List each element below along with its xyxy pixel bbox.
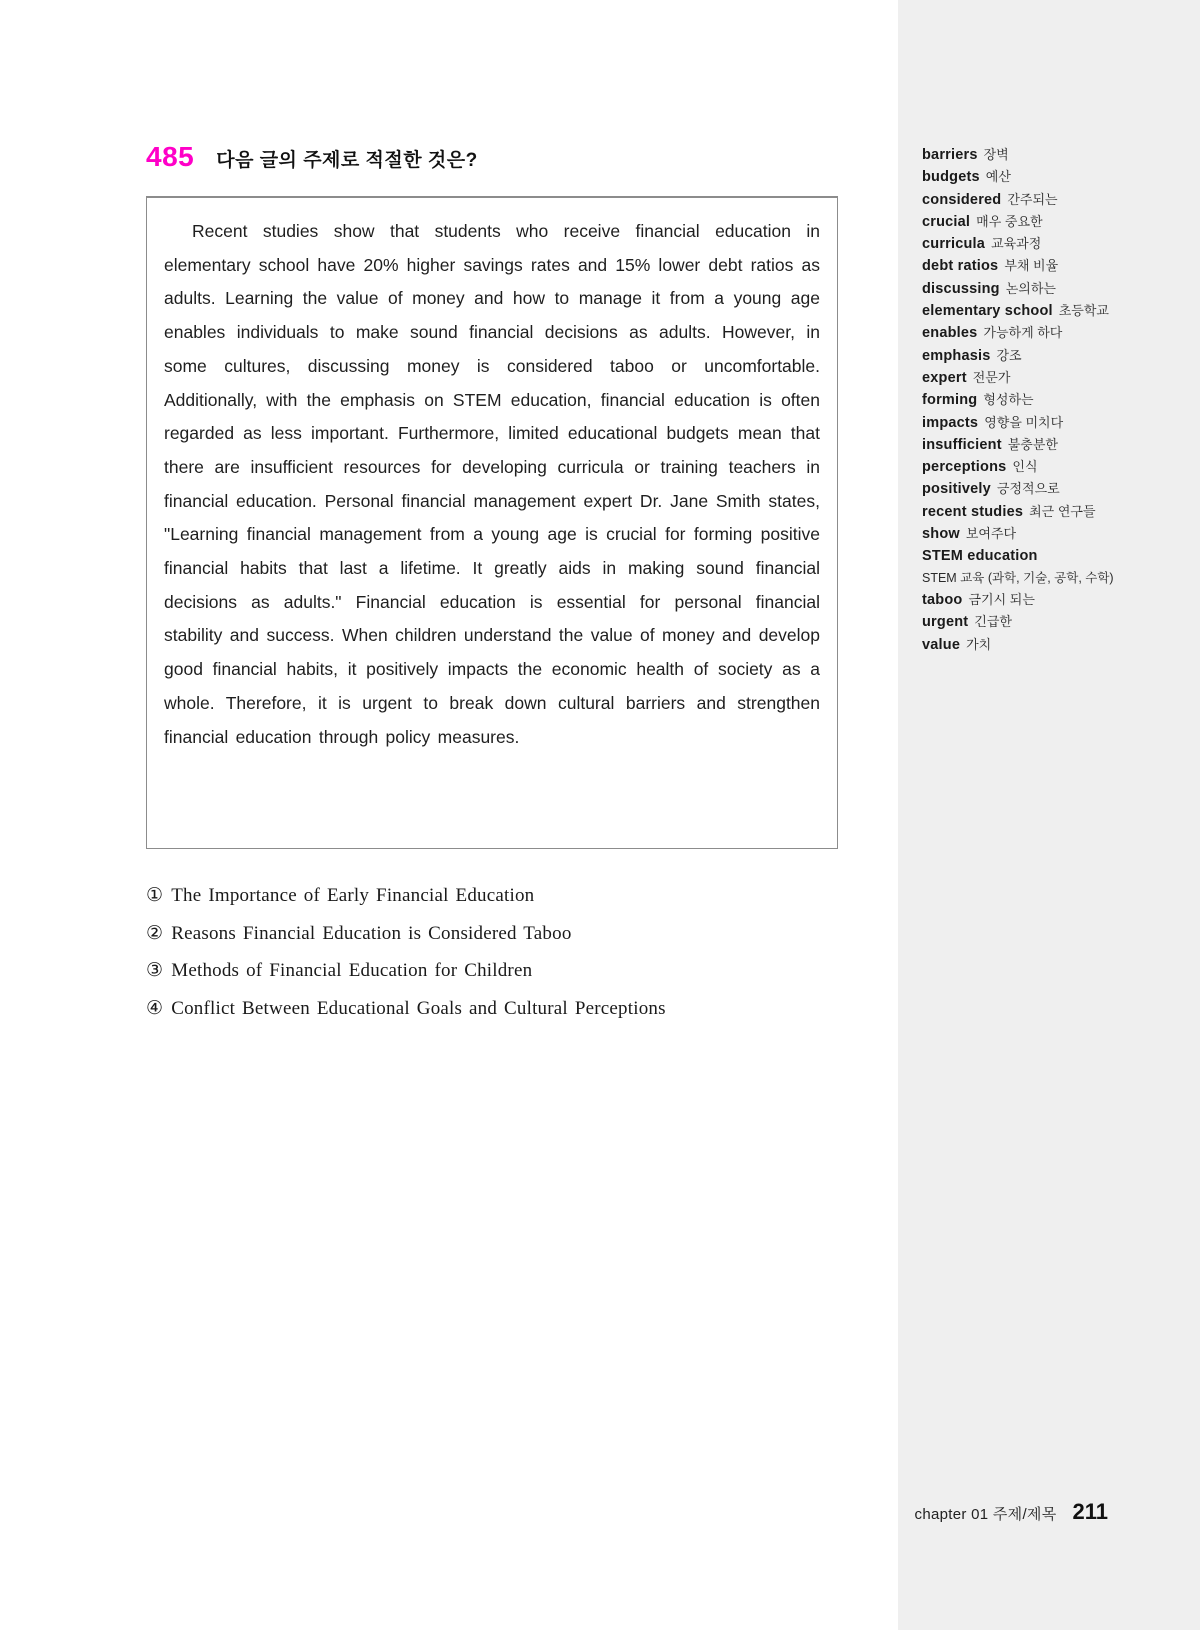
vocab-item: [922, 367, 1182, 389]
vocab-meaning: 형성하는: [983, 392, 1034, 408]
question-header: [146, 141, 478, 173]
vocab-item: [922, 166, 1182, 188]
vocab-word: impacts: [922, 414, 979, 431]
vocab-meaning: 강조: [996, 347, 1022, 363]
vocab-item: [922, 300, 1182, 322]
vocab-item: [922, 478, 1182, 500]
choice-2-text: Reasons Financial Education is Considered Taboo: [171, 922, 572, 944]
vocab-item: [922, 456, 1182, 478]
vocab-item: [922, 189, 1182, 211]
vocab-word: urgent: [922, 614, 969, 631]
vocab-word: barriers: [922, 147, 978, 163]
vocab-item: [922, 345, 1182, 367]
footer-page-number: 211: [1072, 1499, 1108, 1524]
vocab-meaning: 가능하게 하다: [983, 325, 1063, 341]
answer-choices: [146, 884, 666, 1034]
vocab-word: discussing: [922, 280, 1000, 297]
vocab-item: [922, 634, 1182, 656]
vocab-word: elementary school: [922, 303, 1053, 320]
vocab-meaning: 불충분한: [1007, 436, 1058, 452]
vocab-item: [922, 233, 1182, 255]
vocab-word: positively: [922, 481, 991, 498]
vocab-meaning: 논의하는: [1005, 280, 1056, 296]
vocab-item: [922, 211, 1182, 233]
choice-4-text: Conflict Between Educational Goals and Cultural Perceptions: [171, 997, 666, 1019]
vocab-item: [922, 278, 1182, 300]
question-number: 485: [146, 141, 195, 172]
choice-1-marker: ①: [146, 885, 164, 906]
vocab-word: expert: [922, 369, 967, 386]
vocab-item: [922, 434, 1182, 456]
answer-choice-4: [146, 997, 666, 1020]
vocab-word: emphasis: [922, 347, 991, 364]
vocab-meaning: 긍정적으로: [996, 481, 1060, 497]
vocab-word: crucial: [922, 213, 971, 230]
vocab-meaning: 예산: [985, 169, 1011, 185]
vocab-item: [922, 144, 1182, 166]
vocab-meaning: 장벽: [983, 147, 1009, 162]
vocab-word: recent studies: [922, 503, 1024, 520]
choice-2-marker: ②: [146, 922, 164, 944]
vocab-word: insufficient: [922, 436, 1002, 453]
vocab-meaning: 매우 중요한: [976, 213, 1043, 229]
choice-3-marker: ③: [146, 960, 164, 981]
vocab-word: perceptions: [922, 459, 1007, 476]
vocab-word: value: [922, 636, 961, 653]
passage-text: Recent studies show that students who receive financial education in elementary school have 20% higher savings rates and 15% lower debt ratios as adults. Learning the value of money and how to manage it from a young age enables individuals to make sound financial decisions as adults. However, in some cultures, discussing money is considered taboo or uncomfortable. Additionally, with the emphasis on STEM education, financial education is often regarded as less important. Furthermore, limited educational budgets mean that there are insufficient resources for developing curricula or training teachers in financial education. Personal financial management expert Dr. Jane Smith states, "Learning financial management from a young age is crucial for forming positive financial habits that last a lifetime. It greatly aids in making sound financial decisions as adults." Financial education is essential for personal financial stability and success. When children understand the value of money and develop good financial habits, it positively impacts the economic health of society as a whole. Therefore, it is urgent to break down cultural barriers and strengthen financial education through policy measures.: [164, 221, 820, 747]
vocab-meaning: 전문가: [972, 369, 1011, 385]
vocab-meaning: 최근 연구들: [1029, 503, 1096, 519]
footer-chapter-label: chapter 01 주제/제목: [914, 1506, 1057, 1523]
vocab-item: [922, 322, 1182, 344]
vocab-word: show: [922, 526, 960, 543]
vocabulary-list: [922, 144, 1182, 656]
choice-3-text: Methods of Financial Education for Children: [171, 960, 533, 981]
vocab-meaning: 가치: [966, 636, 992, 652]
vocab-meaning: 부채 비율: [1004, 258, 1059, 274]
vocab-item: [922, 589, 1182, 611]
answer-choice-1: [146, 884, 666, 907]
vocab-item: [922, 545, 1182, 589]
vocab-meaning: 초등학교: [1058, 303, 1109, 319]
vocab-item: [922, 255, 1182, 277]
choice-4-marker: ④: [146, 997, 164, 1019]
vocab-item: [922, 389, 1182, 411]
vocab-item: [922, 523, 1182, 545]
vocab-meaning: 간주되는: [1007, 191, 1058, 207]
passage-box: [146, 196, 838, 849]
vocab-meaning: 금기시 되는: [968, 591, 1035, 607]
vocab-meaning: 교육과정: [991, 236, 1042, 252]
answer-choice-2: [146, 922, 666, 945]
vocab-word: enables: [922, 325, 978, 342]
vocab-word: considered: [922, 191, 1002, 208]
page-footer: [0, 1499, 1108, 1525]
vocab-word: budgets: [922, 169, 980, 186]
answer-choice-3: [146, 959, 666, 982]
vocab-meaning: STEM 교육 (과학, 기술, 공학, 수학): [922, 570, 1114, 585]
vocab-meaning: 보여주다: [965, 526, 1017, 542]
vocab-word: STEM education: [922, 548, 1038, 565]
vocab-word: taboo: [922, 591, 963, 608]
vocab-word: curricula: [922, 236, 986, 253]
vocab-meaning: 영향을 미치다: [984, 414, 1064, 430]
vocab-meaning: 인식: [1012, 459, 1038, 475]
question-title: 다음 글의 주제로 적절한 것은?: [216, 150, 478, 171]
vocab-meaning: 긴급한: [974, 614, 1012, 630]
choice-1-text: The Importance of Early Financial Education: [171, 885, 535, 906]
vocab-item: [922, 412, 1182, 434]
vocab-word: debt ratios: [922, 258, 999, 275]
vocab-item: [922, 501, 1182, 523]
vocab-item: [922, 611, 1182, 633]
vocab-word: forming: [922, 392, 978, 409]
